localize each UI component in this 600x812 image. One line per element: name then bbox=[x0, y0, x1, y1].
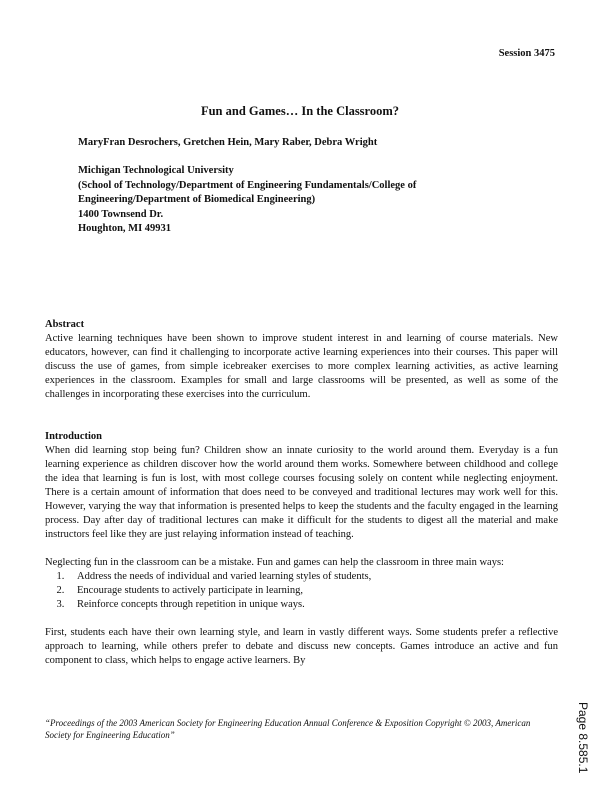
affiliation-line: Engineering/Department of Biomedical Engineering) bbox=[78, 194, 316, 205]
list-item: 2. Encourage students to actively participate in learning, bbox=[67, 584, 558, 598]
paper-title: Fun and Games… In the Classroom? bbox=[200, 104, 400, 118]
session-label: Session 3475 bbox=[498, 48, 555, 59]
abstract-text: Active learning techniques have been shown to improve student interest in and learning of course materials. New educators, however, can find it challenging to incorporate active learning experiences into their courses. This paper will discuss the use of games, from simple icebreaker exercises to more complex learning activities, as active learning experiences in the classroom. Examples for small and large classrooms will be presented, as well as some of the challenges in incorporating these exercises into the curriculum. bbox=[45, 333, 558, 400]
introduction-section bbox=[45, 430, 558, 682]
introduction-paragraph: When did learning stop being fun? Children show an innate curiosity to the world around them. Everyday is a fun learning experience as children discover how the world around them works. Somewhere between childhood and college the idea that learning is fun is lost, with most college courses focusing solely on content while neglecting enjoyment. There is a certain amount of information that does need to be conveyed and traditional lectures may work well for this. However, varying the way that information is presented helps to keep the students and the faculty engaged in the learning process. Day after day of traditional lectures can make it difficult for the students to digest all the material and make instructors feel like they are just relaying information instead of teaching. bbox=[45, 445, 558, 540]
list-item: 1. Address the needs of individual and varied learning styles of students, bbox=[67, 570, 558, 584]
affiliation-block bbox=[78, 164, 416, 237]
affiliation-line: Michigan Technological University bbox=[78, 165, 234, 176]
proceedings-footer: “Proceedings of the 2003 American Society for Engineering Education Annual Conference & Exposition Copyright © 2003, American Society for Engineering Education” bbox=[45, 718, 531, 740]
introduction-heading: Introduction bbox=[45, 431, 102, 442]
benefits-list bbox=[45, 570, 558, 612]
introduction-paragraph: First, students each have their own learning style, and learn in vastly different ways. Some students prefer a reflective approach to learning, while others prefer to debate and discuss new concepts. Games introduce an active and fun component to class, which helps to engage active learners. By bbox=[45, 627, 558, 666]
abstract-heading: Abstract bbox=[45, 319, 85, 330]
page-number: Page 8.585.1 bbox=[576, 702, 590, 774]
affiliation-line: Houghton, MI 49931 bbox=[78, 223, 172, 234]
introduction-paragraph: Neglecting fun in the classroom can be a mistake. Fun and games can help the classroom in three main ways: bbox=[45, 557, 504, 568]
affiliation-line: 1400 Townsend Dr. bbox=[78, 208, 164, 220]
abstract-section bbox=[45, 318, 558, 402]
author-list: MaryFran Desrochers, Gretchen Hein, Mary Raber, Debra Wright bbox=[78, 137, 378, 148]
affiliation-line: (School of Technology/Department of Engineering Fundamentals/College of bbox=[78, 179, 417, 191]
list-item: 3. Reinforce concepts through repetition in unique ways. bbox=[67, 598, 558, 612]
